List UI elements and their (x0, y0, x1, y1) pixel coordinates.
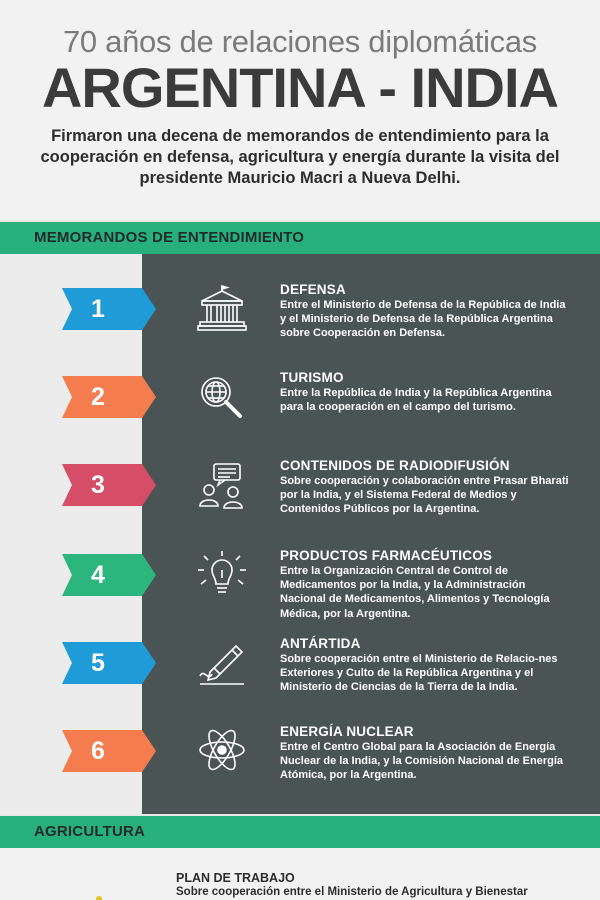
item-title: ANTÁRTIDA (280, 636, 361, 651)
memorandum-item (0, 548, 600, 634)
item-number: 2 (91, 383, 105, 411)
number-tab (62, 464, 156, 506)
item-description: Entre el Centro Global para la Asociación de Energía Nuclear de la India, y la Comisión Nacional de Energía Atómica, por la Argentina. (280, 741, 564, 782)
item-title: ENERGÍA NUCLEAR (280, 724, 414, 739)
number-tab (62, 376, 156, 418)
pen-signature-icon (196, 638, 248, 690)
plan-section (0, 848, 600, 900)
item-description: Entre la Organización Central de Control de Medicamentos por la India, y la Administración Nacional de Medicamentos, Alimentos y Tecnología Médica, por la Argentina. (280, 565, 550, 620)
item-number: 1 (91, 295, 105, 323)
plan-description: Sobre cooperación entre el Ministerio de Agricultura y Bienestar (176, 886, 528, 898)
number-tab (62, 642, 156, 684)
item-number: 5 (91, 649, 105, 677)
atom-icon (196, 726, 248, 778)
item-number: 4 (91, 561, 105, 589)
item-description: Entre el Ministerio de Defensa de la República de India y el Ministerio de Defensa de la República Argentina sobre Cooperación en Defensa. (280, 299, 566, 340)
section-band-agricultura (0, 816, 600, 848)
subtitle: 70 años de relaciones diplomáticas (62, 24, 538, 59)
item-description: Sobre cooperación y colaboración entre Prasar Bharati por la India, y el Sistema Federal de Medios y Contenidos Públicos por la Argentina. (280, 475, 569, 516)
memorandum-item (0, 636, 600, 722)
item-title: DEFENSA (280, 282, 346, 297)
page-title: ARGENTINA - INDIA (41, 56, 558, 119)
number-tab (62, 554, 156, 596)
item-number: 3 (91, 471, 105, 499)
infographic-header (0, 0, 600, 220)
lightbulb-icon (196, 550, 248, 602)
item-description: Entre la República de India y la República Argentina para la cooperación en el campo del turismo. (280, 387, 552, 414)
item-number: 6 (91, 737, 105, 765)
item-title: TURISMO (280, 370, 344, 385)
globe-magnifier-icon (196, 372, 248, 424)
intro-text: Firmaron una decena de memorandos de entendimiento para la cooperación en defensa, agricultura y energía durante la visita del presidente Mauricio Macri a Nueva Delhi. (40, 127, 560, 187)
item-title: PRODUCTOS FARMACÉUTICOS (280, 548, 493, 563)
number-tab (62, 288, 156, 330)
number-tab (62, 730, 156, 772)
memorandum-item (0, 370, 600, 456)
section-band-memorandos (0, 222, 600, 254)
item-description: Sobre cooperación entre el Ministerio de Relacio-nes Exteriores y Culto de la República Argentina y el Ministerio de Ciencias de la Tierra de la India. (280, 653, 558, 694)
plan-title: PLAN DE TRABAJO (176, 871, 295, 885)
decorative-dot (96, 896, 102, 900)
memorandum-item (0, 724, 600, 810)
section-label: AGRICULTURA (34, 823, 146, 840)
people-chat-icon (196, 460, 248, 512)
memorandum-item (0, 282, 600, 368)
memorandum-item (0, 458, 600, 544)
section-label: MEMORANDOS DE ENTENDIMIENTO (34, 229, 305, 246)
parliament-icon (196, 284, 248, 336)
item-title: CONTENIDOS DE RADIODIFUSIÓN (280, 458, 510, 473)
